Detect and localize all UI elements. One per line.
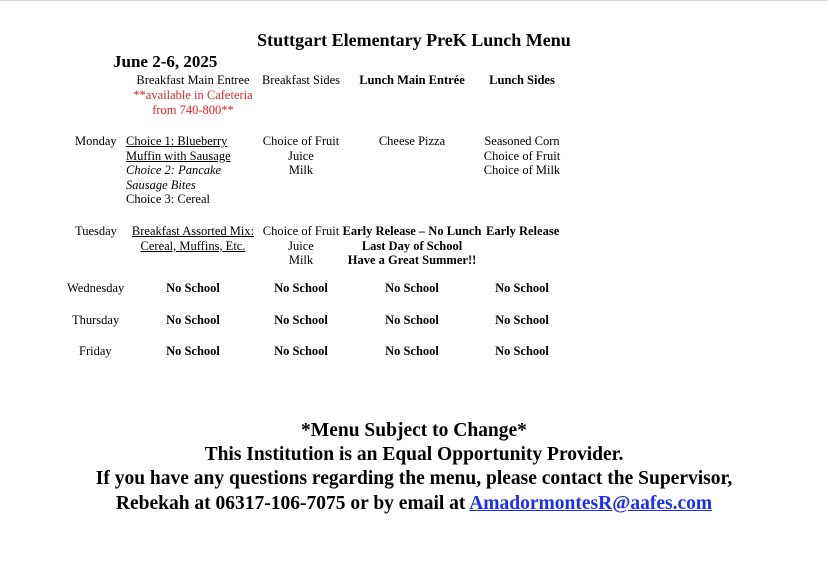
tuesday-lunch-main (340, 224, 484, 268)
tuesday-breakfast-sides (256, 224, 346, 268)
menu-change-notice: *Menu Subject to Change* (301, 420, 527, 441)
monday-breakfast-main (126, 134, 231, 207)
header-lunch-sides: Lunch Sides (489, 73, 555, 87)
tuesday-breakfast-main (126, 224, 260, 253)
friday-lunch-main: No School (385, 344, 439, 358)
tuesday-lunch-line3: Have a Great Summer!! (347, 253, 477, 268)
tuesday-side-juice: Juice (288, 238, 314, 253)
header-lunch-main: Lunch Main Entrée (359, 73, 465, 87)
day-tuesday: Tuesday (75, 224, 117, 238)
monday-lunch-side-2: Choice of Fruit (483, 148, 561, 163)
monday-lunch-side-3: Choice of Milk (483, 163, 561, 178)
breakfast-time-note: from 740-800** (152, 103, 234, 117)
header-breakfast-main-label: Breakfast Main Entree (136, 73, 250, 87)
monday-breakfast-choice-1-line1: Choice 1: Blueberry (126, 134, 228, 148)
day-wednesday: Wednesday (67, 281, 125, 295)
tuesday-breakfast-line2: Cereal, Muffins, Etc. (140, 238, 246, 253)
monday-lunch-sides (476, 134, 568, 178)
header-breakfast-main (128, 73, 258, 118)
contact-phone-text: Rebekah at 06317-106-7075 or by email at (115, 492, 470, 514)
tuesday-side-milk: Milk (288, 253, 314, 268)
wednesday-lunch-sides: No School (495, 281, 549, 295)
tuesday-breakfast-line1: Breakfast Assorted Mix: (131, 224, 255, 238)
monday-lunch-main: Cheese Pizza (378, 134, 446, 148)
monday-breakfast-choice-1-line2: Muffin with Sausage (126, 148, 231, 163)
tuesday-side-fruit: Choice of Fruit (262, 224, 340, 238)
monday-side-fruit: Choice of Fruit (262, 134, 340, 148)
equal-opportunity-statement: This Institution is an Equal Opportunity Provider. (204, 444, 624, 466)
thursday-breakfast-main: No School (166, 313, 220, 327)
day-monday: Monday (75, 134, 117, 148)
thursday-breakfast-sides: No School (274, 313, 328, 327)
thursday-lunch-sides: No School (495, 313, 549, 327)
thursday-lunch-main: No School (385, 313, 439, 327)
friday-lunch-sides: No School (495, 344, 549, 358)
day-friday: Friday (79, 344, 112, 358)
wednesday-lunch-main: No School (385, 281, 439, 295)
tuesday-lunch-sides: Early Release (486, 224, 560, 238)
monday-breakfast-choice-3: Choice 3: Cereal (126, 192, 210, 207)
monday-side-milk: Milk (288, 163, 314, 178)
monday-breakfast-sides (256, 134, 346, 178)
monday-side-juice: Juice (288, 148, 314, 163)
monday-breakfast-choice-2-line2: Sausage Bites (126, 177, 196, 192)
monday-breakfast-choice-2-line1: Choice 2: Pancake (126, 163, 222, 178)
header-breakfast-sides: Breakfast Sides (261, 73, 341, 87)
contact-details (0, 492, 828, 516)
date-range: June 2-6, 2025 (113, 52, 218, 71)
contact-line: If you have any questions regarding the menu, please contact the Supervisor, (95, 468, 733, 490)
friday-breakfast-sides: No School (274, 344, 328, 358)
wednesday-breakfast-main: No School (166, 281, 220, 295)
breakfast-availability-note: **available in Cafeteria (133, 88, 253, 102)
day-thursday: Thursday (72, 313, 120, 327)
friday-breakfast-main: No School (166, 344, 220, 358)
supervisor-email-link[interactable]: AmadormontesR@aafes.com (469, 492, 713, 514)
wednesday-breakfast-sides: No School (274, 281, 328, 295)
footer-notice (0, 419, 828, 516)
page-title: Stuttgart Elementary PreK Lunch Menu (257, 30, 571, 50)
monday-lunch-side-1: Seasoned Corn (484, 134, 560, 148)
top-rule (0, 0, 828, 1)
tuesday-lunch-line2: Last Day of School (361, 238, 463, 253)
tuesday-lunch-line1: Early Release – No Lunch (342, 224, 482, 238)
